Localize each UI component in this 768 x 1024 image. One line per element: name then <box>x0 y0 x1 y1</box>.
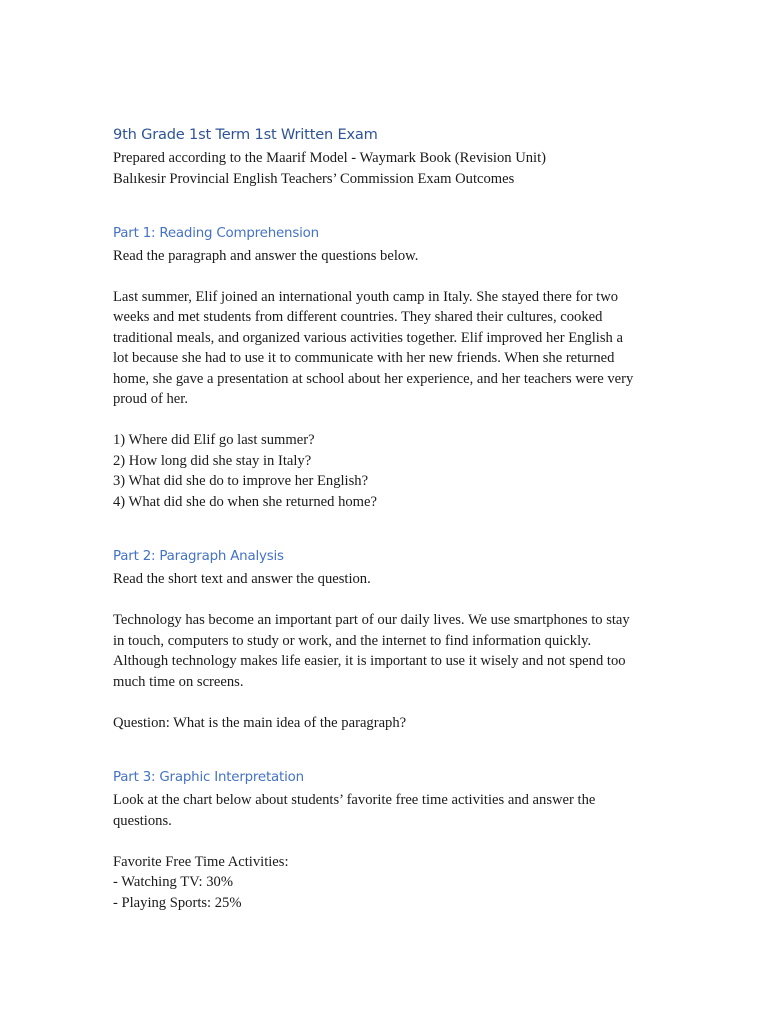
part1-paragraph-line: weeks and met students from different countries. They shared their cultures, cooked <box>113 309 603 325</box>
part2-paragraph-line: Technology has become an important part of our daily lives. We use smartphones to stay <box>113 612 630 628</box>
part2-paragraph-line: Although technology makes life easier, it is important to use it wisely and not spend too <box>113 653 626 669</box>
part1-paragraph-line: traditional meals, and organized various activities together. Elif improved her English a <box>113 330 623 346</box>
part1-question: 2) How long did she stay in Italy? <box>113 453 312 469</box>
part1-paragraph-line: Last summer, Elif joined an international youth camp in Italy. She stayed there for two <box>113 289 619 305</box>
part3-instruction-line: Look at the chart below about students’ favorite free time activities and answer the <box>113 792 596 808</box>
part3-list-item: - Playing Sports: 25% <box>113 895 242 911</box>
part1-heading: Part 1: Reading Comprehension <box>113 226 319 241</box>
part1-paragraph-line: home, she gave a presentation at school about her experience, and her teachers were very <box>113 371 634 387</box>
part1-paragraph-line: lot because she had to use it to communicate with her new friends. When she returned <box>113 350 615 366</box>
subtitle-line: Prepared according to the Maarif Model - Waymark Book (Revision Unit) <box>113 150 547 166</box>
part2-heading: Part 2: Paragraph Analysis <box>113 549 284 564</box>
subtitle-line: Balıkesir Provincial English Teachers’ Commission Exam Outcomes <box>113 171 515 187</box>
part2-question: Question: What is the main idea of the paragraph? <box>113 715 407 731</box>
part1-question: 3) What did she do to improve her English? <box>113 473 369 489</box>
part2-paragraph-line: in touch, computers to study or work, and the internet to find information quickly. <box>113 633 592 649</box>
page-title: 9th Grade 1st Term 1st Written Exam <box>113 126 378 143</box>
part2-instruction: Read the short text and answer the question. <box>113 571 371 587</box>
part1-question: 1) Where did Elif go last summer? <box>113 432 315 448</box>
part1-instruction: Read the paragraph and answer the questions below. <box>113 248 419 264</box>
part1-paragraph-line: proud of her. <box>113 391 188 407</box>
part3-heading: Part 3: Graphic Interpretation <box>113 770 304 785</box>
part3-list-item: - Watching TV: 30% <box>113 874 234 890</box>
part2-paragraph-line: much time on screens. <box>113 674 244 690</box>
part3-instruction-line: questions. <box>113 813 172 829</box>
part1-question: 4) What did she do when she returned home? <box>113 494 377 510</box>
part3-list-title: Favorite Free Time Activities: <box>113 854 289 870</box>
